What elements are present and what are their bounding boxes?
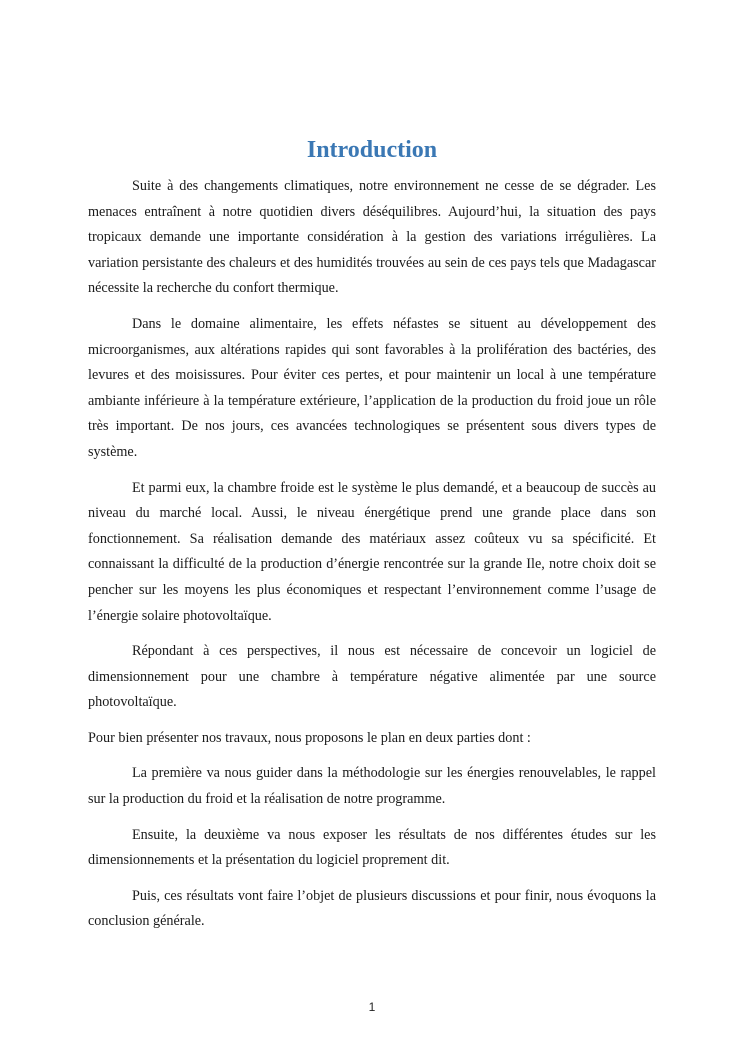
page-number: 1 <box>368 1000 376 1014</box>
paragraph-1: Suite à des changements climatiques, notre environnement ne cesse de se dégrader. Les menaces entraînent à notre quotidien divers déséquilibres. Aujourd’hui, la situation des pays tropicaux demande une importante considération à la gestion des variations irrégulières. La variation persistante des chaleurs et des humidités trouvées au sein de ces pays tels que Madagascar nécessite la recherche du confort thermique. <box>88 178 656 297</box>
page-title: Introduction <box>306 137 438 163</box>
paragraph-7: Ensuite, la deuxième va nous exposer les résultats de nos différentes études sur les dimensionnements et la présentation du logiciel proprement dit. <box>88 826 656 869</box>
paragraph-5: Pour bien présenter nos travaux, nous proposons le plan en deux parties dont : <box>88 729 531 746</box>
paragraph-6: La première va nous guider dans la méthodologie sur les énergies renouvelables, le rappel sur la production du froid et la réalisation de notre programme. <box>88 765 656 808</box>
paragraph-2: Dans le domaine alimentaire, les effets néfastes se situent au développement des microorganismes, aux altérations rapides qui sont favorables à la prolifération des bactéries, des levures et des moisissures. Pour éviter ces pertes, et pour maintenir un local à une température ambiante inférieure à la température extérieure, l’application de la production du froid joue un rôle très important. De nos jours, ces avancées technologiques se présentent sous divers types de système. <box>88 315 656 460</box>
body-text <box>88 174 656 945</box>
paragraph-8: Puis, ces résultats vont faire l’objet de plusieurs discussions et pour finir, nous évoquons la conclusion générale. <box>88 887 656 930</box>
paragraph-3: Et parmi eux, la chambre froide est le système le plus demandé, et a beaucoup de succès au niveau du marché local. Aussi, le niveau énergétique prend une grande place dans son fonctionnement. Sa réalisation demande des matériaux assez coûteux vu sa spécificité. Et connaissant la difficulté de la production d’énergie rencontrée sur la grande Ile, notre choix doit se pencher sur les moyens les plus économiques et respectant l’environnement comme l’usage de l’énergie solaire photovoltaïque. <box>88 479 656 624</box>
paragraph-4: Répondant à ces perspectives, il nous est nécessaire de concevoir un logiciel de dimensionnement pour une chambre à température négative alimentée par une source photovoltaïque. <box>88 643 656 711</box>
